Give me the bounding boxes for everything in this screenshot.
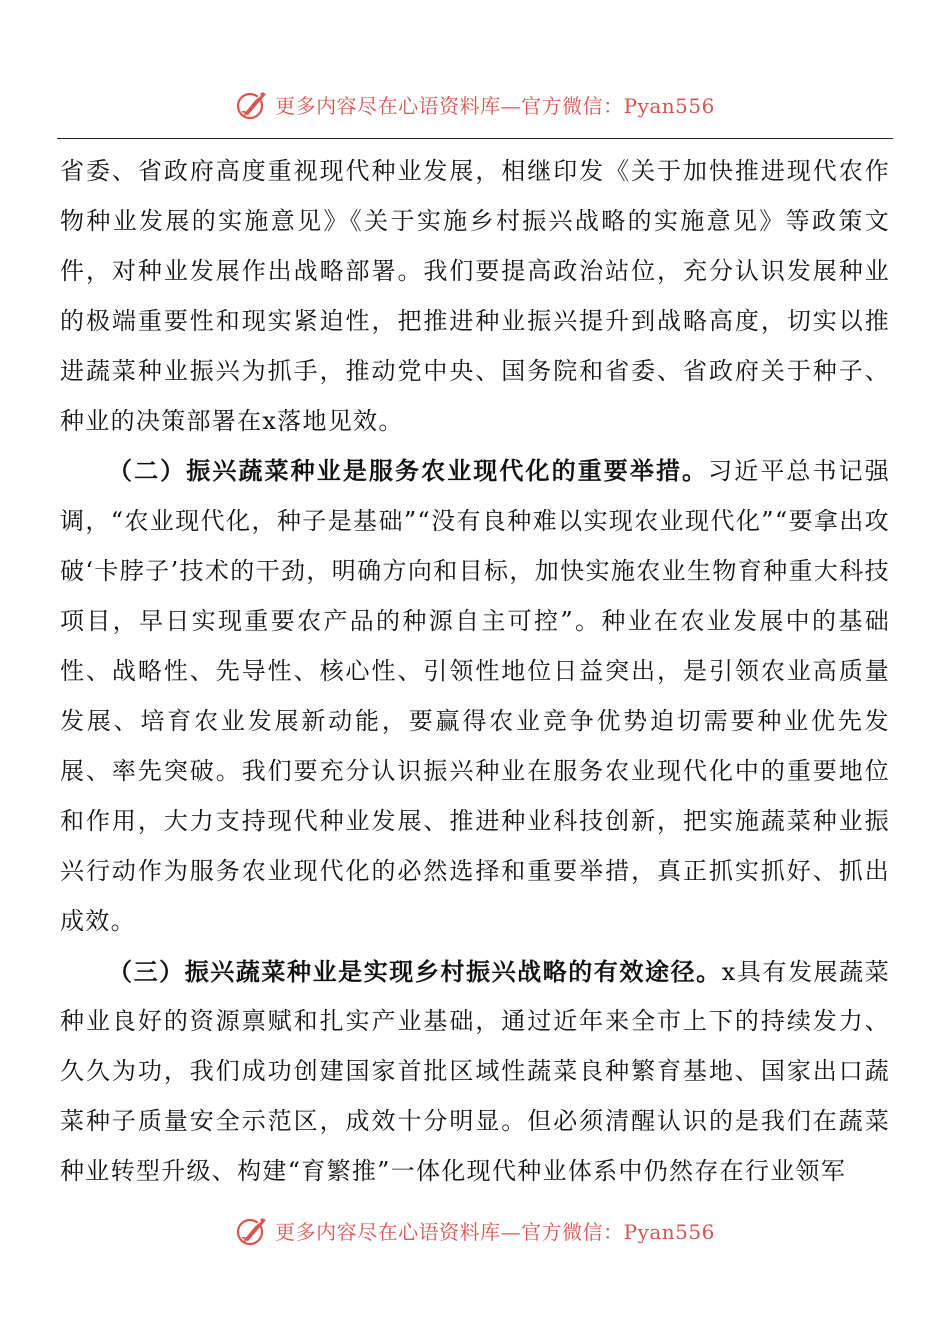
section-heading-2: （二）振兴蔬菜种业是服务农业现代化的重要举措。 bbox=[108, 456, 709, 486]
paragraph-2 bbox=[60, 446, 890, 946]
watermark-text: 更多内容尽在心语资料库—官方微信：Pyan556 bbox=[275, 1219, 715, 1244]
document-body bbox=[60, 147, 890, 1197]
section-heading-3: （三）振兴蔬菜种业是实现乡村振兴战略的有效途径。 bbox=[108, 956, 722, 986]
paragraph-1-body: 省委、省政府高度重视现代种业发展，相继印发《关于加快推进现代农作物种业发展的实施意见》《关于实施乡村振兴战略的实施意见》等政策文件，对种业发展作出战略部署。我们要提高政治站位，充分认识发展种业的极端重要性和现实紧迫性，把推进种业振兴提升到战略高度，切实以推进蔬菜种业振兴为抓手，推动党中央、国务院和省委、省政府关于种子、种业的决策部署在x落地见效。 bbox=[60, 157, 890, 435]
quill-logo-icon bbox=[235, 1213, 269, 1247]
quill-logo-icon bbox=[235, 87, 269, 121]
watermark-banner-bottom bbox=[0, 1210, 950, 1250]
paragraph-2-body: 习近平总书记强调，“农业现代化，种子是基础”“没有良种难以实现农业现代化”“要拿出攻破‘卡脖子’技术的干劲，明确方向和目标，加快实施农业生物育种重大科技项目，早日实现重要农产品的种源自主可控”。种业在农业发展中的基础性、战略性、先导性、核心性、引领性地位日益突出，是引领农业高质量发展、培育农业发展新动能，要赢得农业竞争优势迫切需要种业优先发展、率先突破。我们要充分认识振兴种业在服务农业现代化中的重要地位和作用，大力支持现代种业发展、推进种业科技创新，把实施蔬菜种业振兴行动作为服务农业现代化的必然选择和重要举措，真正抓实抓好、抓出成效。 bbox=[60, 457, 890, 935]
watermark-text: 更多内容尽在心语资料库—官方微信：Pyan556 bbox=[275, 93, 715, 118]
paragraph-3 bbox=[60, 947, 890, 1198]
paragraph-3-body: x具有发展蔬菜种业良好的资源禀赋和扎实产业基础，通过近年来全市上下的持续发力、久久为功，我们成功创建国家首批区域性蔬菜良种繁育基地、国家出口蔬菜种子质量安全示范区，成效十分明显。但必须清醒认识的是我们在蔬菜种业转型升级、构建“育繁推”一体化现代种业体系中仍然存在行业领军 bbox=[60, 957, 891, 1186]
header-divider bbox=[57, 138, 893, 139]
watermark-banner-top bbox=[0, 84, 950, 124]
paragraph-1 bbox=[60, 147, 890, 446]
